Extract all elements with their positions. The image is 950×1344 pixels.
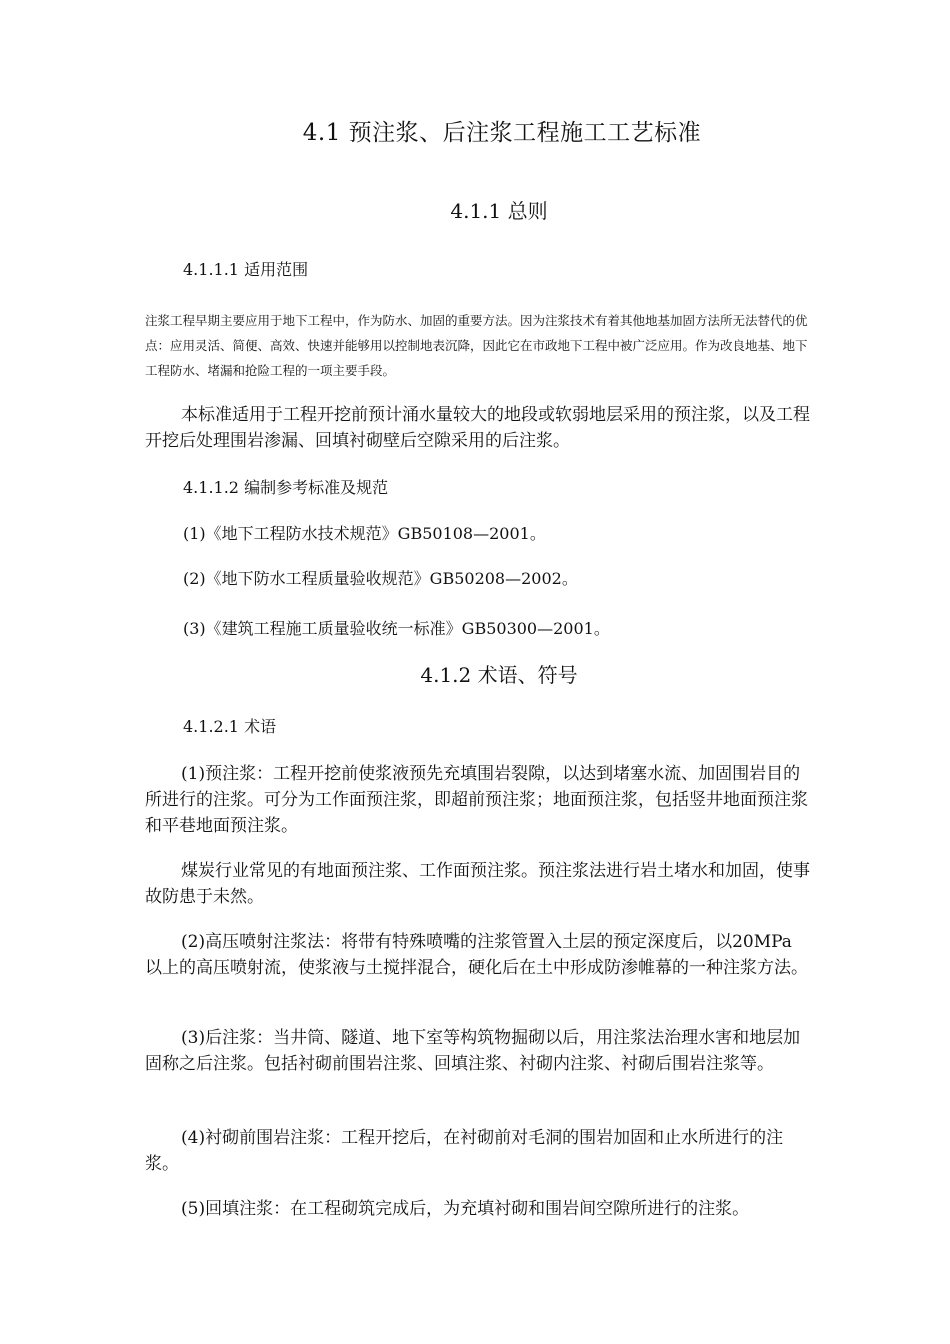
section-heading-general: 4.1.1 总则 bbox=[450, 199, 548, 223]
subsection-heading-terms: 4.1.2.1 术语 bbox=[183, 717, 277, 736]
reference-item: (1)《地下工程防水技术规范》GB50108—2001。 bbox=[183, 524, 546, 543]
scope-intro-paragraph: 注浆工程早期主要应用于地下工程中，作为防水、加固的重要方法。因为注浆技术有着其他地基加固方法所无法替代的优点：应用灵活、简便、高效、快速并能够用以控制地表沉降，因此它在市政地下工程中被广泛应用。作为改良地基、地下工程防水、堵漏和抢险工程的一项主要手段。 bbox=[145, 313, 808, 378]
term-paragraph: (1)预注浆：工程开挖前使浆液预先充填围岩裂隙，以达到堵塞水流、加固围岩目的所进行的注浆。可分为工作面预注浆，即超前预注浆；地面预注浆，包括竖井地面预注浆和平巷地面预注浆。 bbox=[145, 764, 808, 836]
term-paragraph: (2)高压喷射注浆法：将带有特殊喷嘴的注浆管置入土层的预定深度后，以20MPa 以上的高压喷射流，使浆液与土搅拌混合，硬化后在土中形成防渗帷幕的一种注浆方法。 bbox=[145, 932, 808, 978]
scope-paragraph: 本标准适用于工程开挖前预计涌水量较大的地段或软弱地层采用的预注浆，以及工程开挖后处理围岩渗漏、回填衬砌壁后空隙采用的后注浆。 bbox=[145, 405, 810, 451]
reference-item: (3)《建筑工程施工质量验收统一标准》GB50300—2001。 bbox=[183, 619, 610, 638]
reference-item: (2)《地下防水工程质量验收规范》GB50208—2002。 bbox=[183, 569, 578, 588]
term-paragraph: (3)后注浆：当井筒、隧道、地下室等构筑物掘砌以后，用注浆法治理水害和地层加固称之后注浆。包括衬砌前围岩注浆、回填注浆、衬砌内注浆、衬砌后围岩注浆等。 bbox=[145, 1028, 801, 1074]
term-paragraph: (4)衬砌前围岩注浆：工程开挖后，在衬砌前对毛洞的围岩加固和止水所进行的注浆。 bbox=[145, 1128, 784, 1174]
term-paragraph: (5)回填注浆：在工程砌筑完成后，为充填衬砌和围岩间空隙所进行的注浆。 bbox=[181, 1199, 750, 1219]
subsection-heading-scope: 4.1.1.1 适用范围 bbox=[183, 260, 309, 279]
subsection-heading-references: 4.1.1.2 编制参考标准及规范 bbox=[183, 478, 389, 497]
section-heading-terms: 4.1.2 术语、符号 bbox=[420, 663, 578, 687]
term-paragraph: 煤炭行业常见的有地面预注浆、工作面预注浆。预注浆法进行岩土堵水和加固，使事故防患于未然。 bbox=[145, 861, 810, 907]
document-title: 4.1 预注浆、后注浆工程施工工艺标准 bbox=[302, 120, 702, 146]
